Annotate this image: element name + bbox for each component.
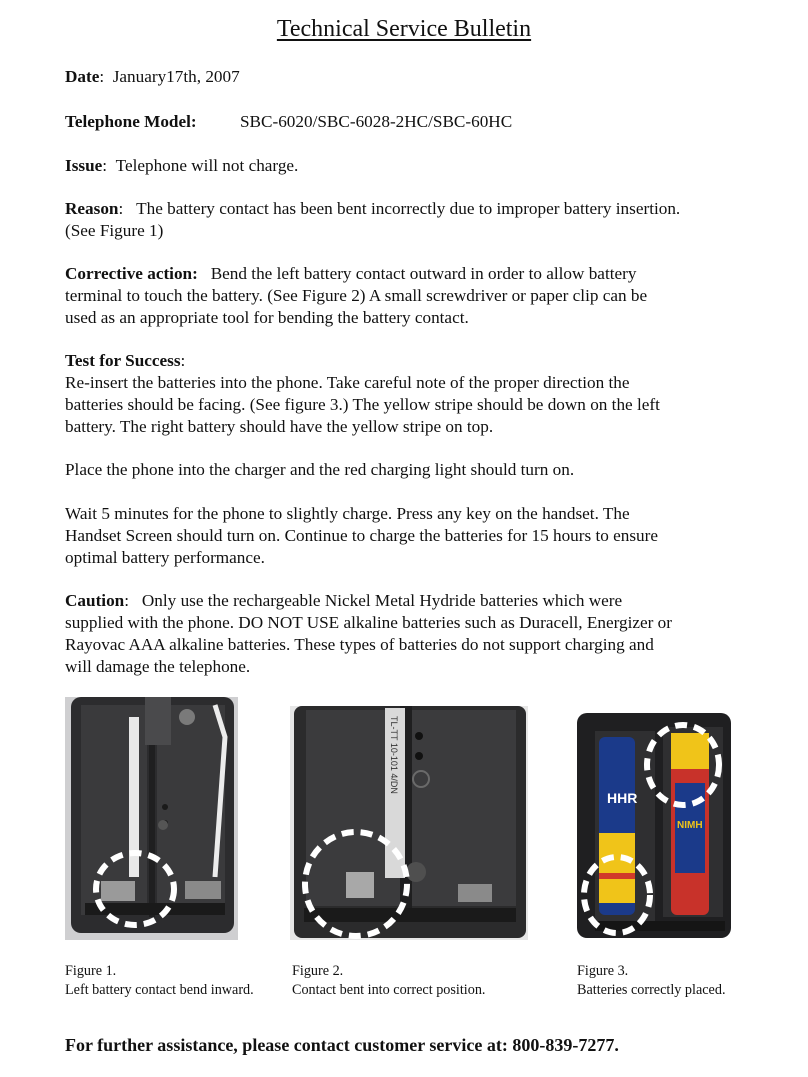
test-label: Test for Success (65, 351, 181, 370)
caution-label: Caution (65, 591, 125, 610)
figure-3-right-battery-marking: NIMH (677, 820, 703, 831)
corrective-label: Corrective action: (65, 264, 198, 283)
issue-text: Telephone will not charge. (115, 156, 299, 175)
figure-3-caption (577, 962, 726, 1000)
figure-1-caption (65, 962, 254, 1000)
figure-1-photo (65, 697, 238, 940)
corrective-paragraph (65, 263, 765, 329)
figure-3-photo (575, 713, 733, 940)
figure-2-graphic (290, 706, 528, 940)
figure-2-photo (290, 706, 528, 940)
figure-3-caption-text: Batteries correctly placed. (577, 982, 726, 998)
wait-paragraph (65, 503, 765, 569)
wait-line-1: Wait 5 minutes for the phone to slightly charge. Press any key on the handset. The (65, 504, 630, 523)
figure-2-marking: TL-TT 10-101 4/DN (389, 716, 399, 794)
corrective-line-1: Bend the left battery contact outward in order to allow battery (210, 264, 637, 283)
caution-paragraph: Caution: Only use the rechargeable Nickel Metal Hydride batteries which were supplied with the phone. DO NOT USE alkaline batteries such as Duracell, Energizer or Rayovac AAA alkaline batteries. These types of batteries do not support charging and will damage the telephone. (65, 591, 672, 676)
issue-label: Issue (65, 156, 103, 175)
figure-1-caption-text: Left battery contact bend inward. (65, 982, 254, 998)
reason-text: The battery contact has been bent incorrectly due to improper battery insertion. (136, 199, 681, 218)
telephone-model-label: Telephone Model: (65, 112, 197, 131)
wait-line-3: optimal battery performance. (65, 548, 265, 567)
test-line-3: battery. The right battery should have the yellow stripe on top. (65, 417, 494, 436)
test-paragraph: Test for Success: Re-insert the batteries into the phone. Take careful note of the proper direction the batteries should be facing. (See figure 3.) The yellow stripe should be down on the left battery. The right battery should have the yellow stripe on top. (65, 351, 660, 436)
corrective-line-3: used as an appropriate tool for bending the battery contact. (65, 308, 469, 327)
test-line-1: Re-insert the batteries into the phone. Take careful note of the proper direction the (65, 373, 630, 392)
test-line-2: batteries should be facing. (See figure 3.) The yellow stripe should be down on the left (65, 395, 660, 414)
date-label: Date (65, 67, 100, 86)
figure-2-label: Figure 2. (292, 963, 344, 979)
telephone-model-line (65, 111, 765, 133)
figure-1-graphic (65, 697, 238, 940)
corrective-line-2: terminal to touch the battery. (See Figure 2) A small screwdriver or paper clip can be (65, 286, 648, 305)
figure-3-label: Figure 3. (577, 963, 629, 979)
reason-text-2: (See Figure 1) (65, 221, 164, 240)
footer-contact: For further assistance, please contact customer service at: 800-839-7277. (65, 1035, 619, 1055)
telephone-model-value: SBC-6020/SBC-6028-2HC/SBC-60HC (240, 112, 513, 131)
issue-line: Issue: Telephone will not charge. (65, 156, 299, 175)
reason-label: Reason (65, 199, 119, 218)
figure-2-caption (292, 962, 485, 1000)
figure-3-graphic (575, 713, 733, 940)
caution-line-4: will damage the telephone. (65, 657, 251, 676)
reason-paragraph: Reason: The battery contact has been bent incorrectly due to improper battery insertion. (See Figure 1) (65, 199, 681, 240)
caution-line-2: supplied with the phone. DO NOT USE alkaline batteries such as Duracell, Energizer or (65, 613, 672, 632)
figure-3-left-battery-marking: HHR (607, 790, 638, 806)
wait-line-2: Handset Screen should turn on. Continue to charge the batteries for 15 hours to ensure (65, 526, 658, 545)
caution-line-1: Only use the rechargeable Nickel Metal Hydride batteries which were (141, 591, 623, 610)
caution-line-3: Rayovac AAA alkaline batteries. These types of batteries do not support charging and (65, 635, 654, 654)
charger-paragraph: Place the phone into the charger and the red charging light should turn on. (65, 460, 575, 479)
figure-1-label: Figure 1. (65, 963, 117, 979)
figure-2-caption-text: Contact bent into correct position. (292, 982, 486, 998)
date-value: January17th, 2007 (112, 67, 240, 86)
page-title: Technical Service Bulletin (276, 16, 532, 42)
date-line: Date: January17th, 2007 (65, 67, 240, 86)
